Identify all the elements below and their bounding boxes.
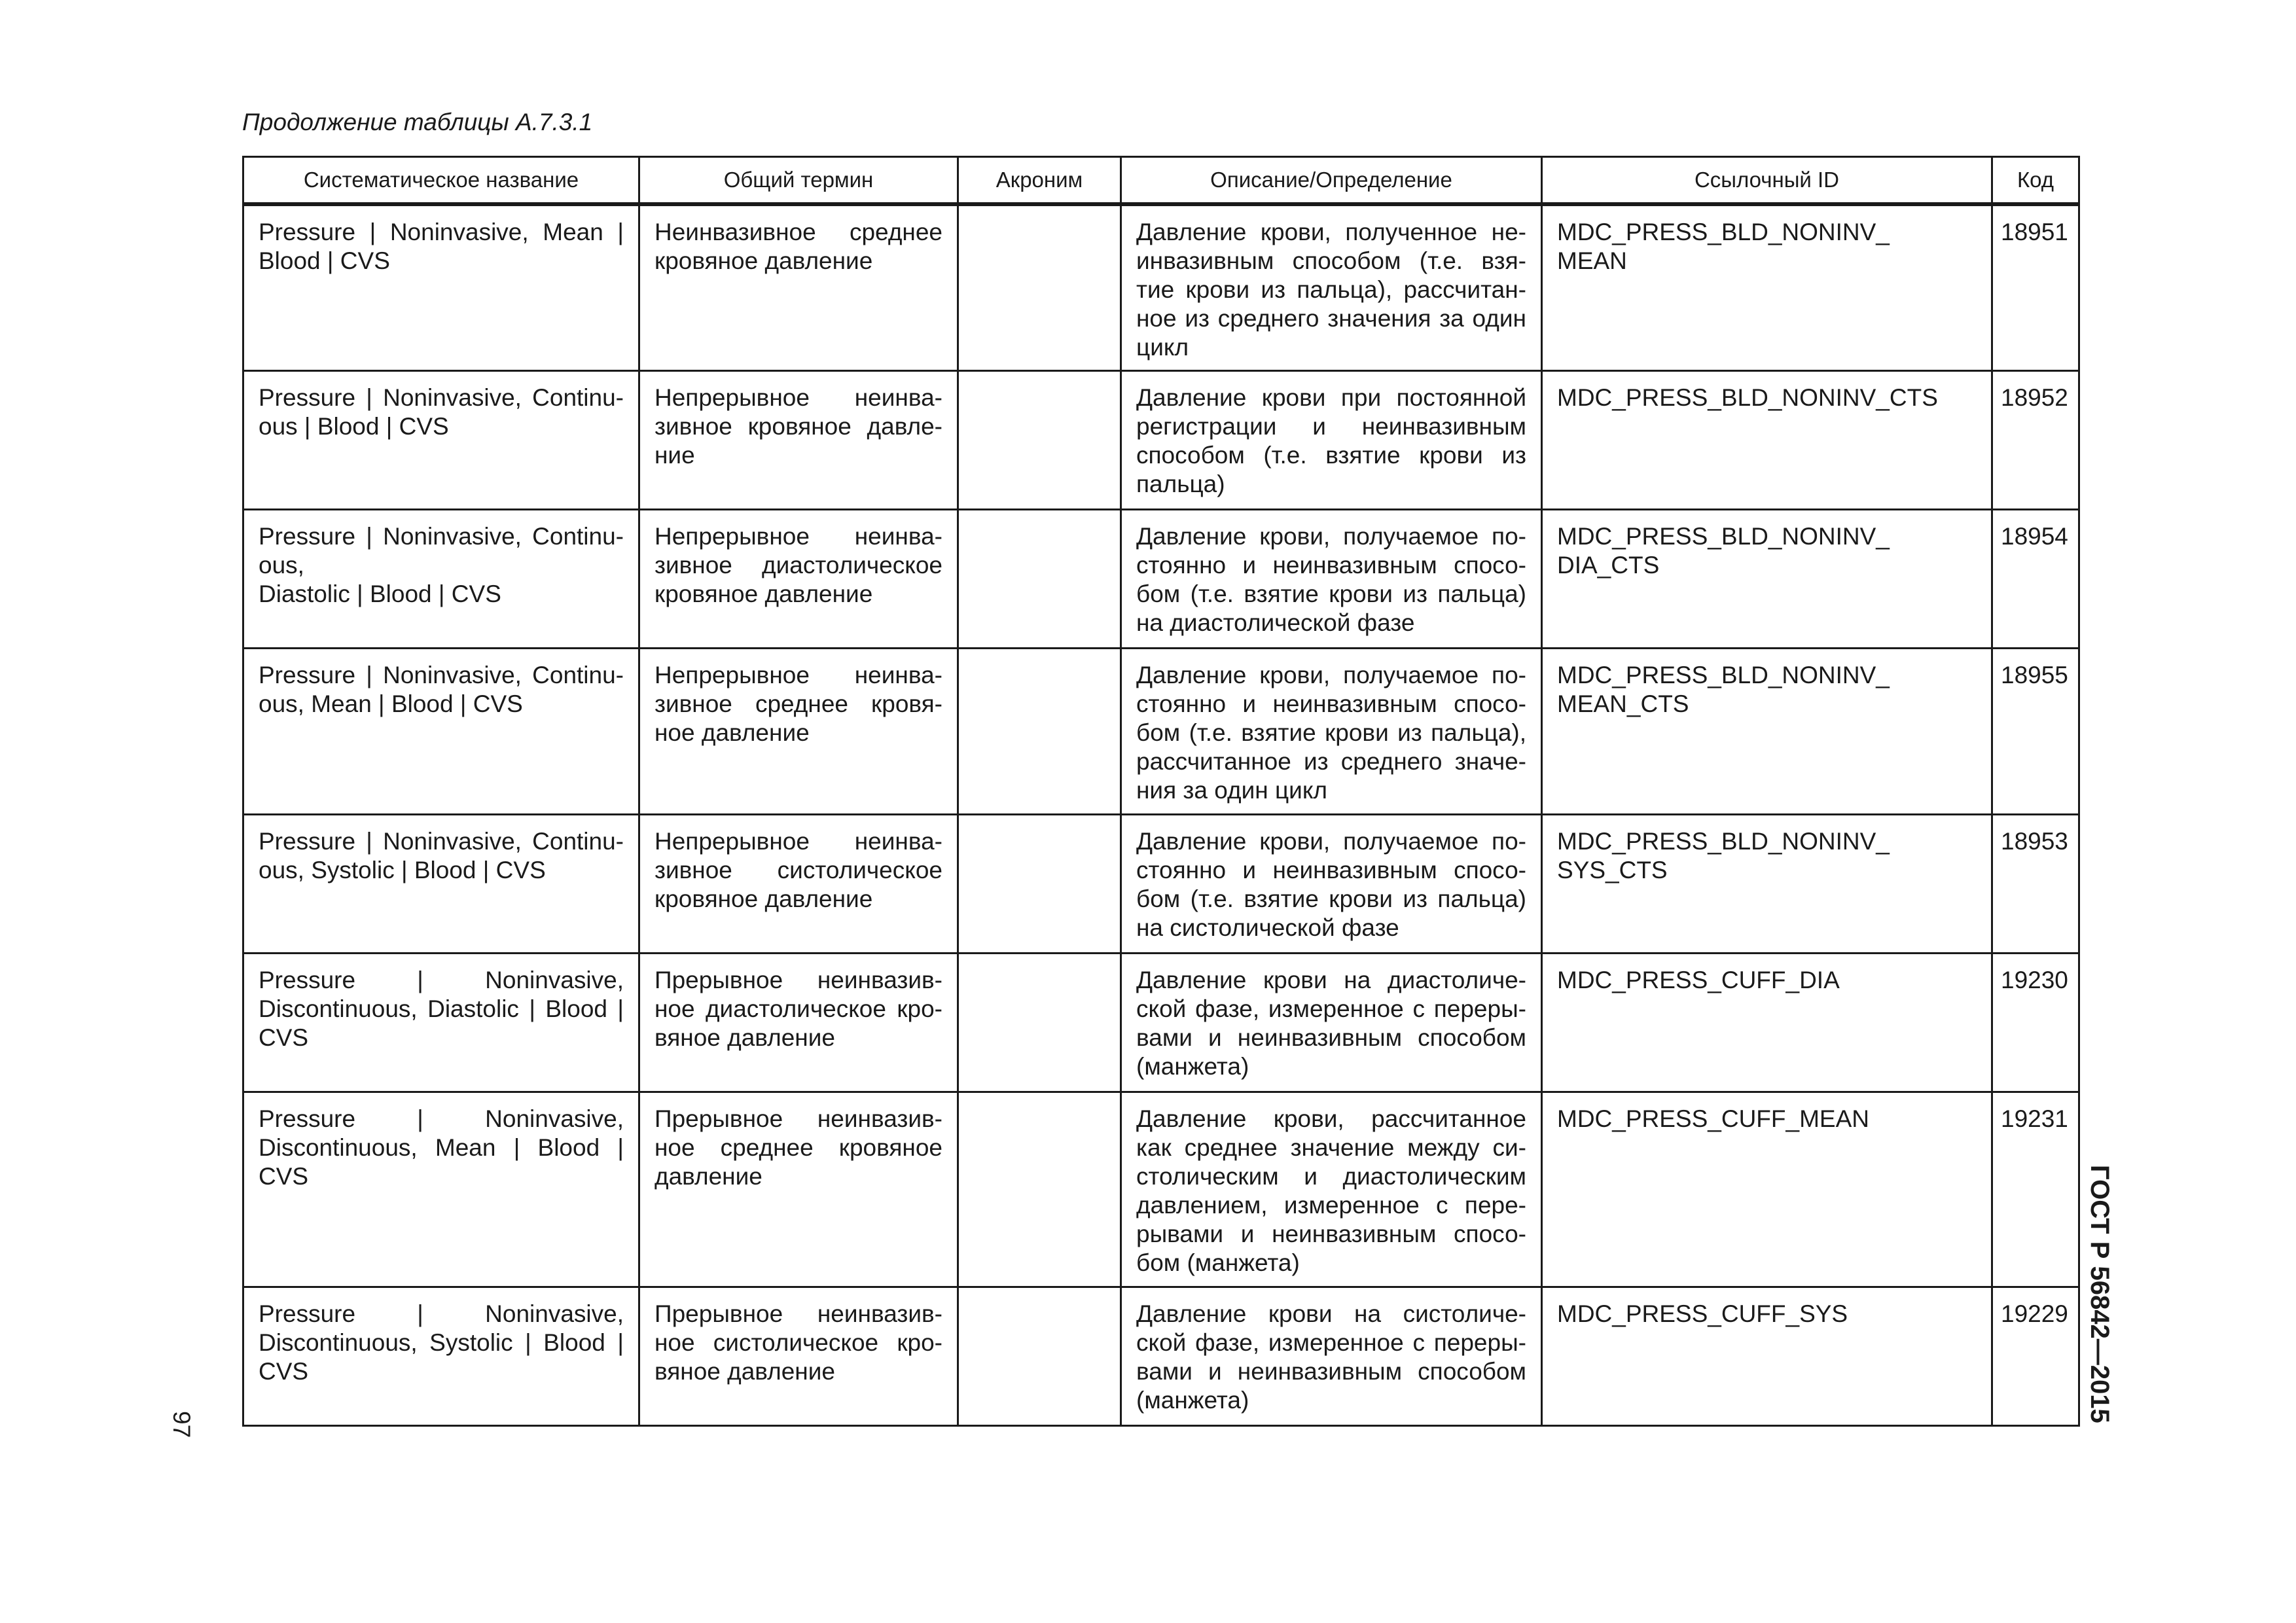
cell-systematic-name [243,648,639,814]
cell-line: бом (т.е. взятие крови из пальца) [1136,580,1526,607]
cell-common-term [639,370,958,509]
cell-common-term [639,953,958,1092]
cell-acronym [958,1092,1121,1287]
header-description: Описание/Определение [1121,157,1542,205]
document-standard-title: ГОСТ Р 56842—2015 [2085,1165,2114,1423]
cell-line: Непрерывное неинва- [655,383,942,411]
cell-code: 18954 [1992,509,2079,648]
cell-ref-id [1542,1092,1992,1287]
cell-line: кровяное давление [655,247,873,274]
cell-line: столическим и диастолическим [1136,1162,1526,1190]
cell-line: CVS [259,1357,309,1385]
cell-line: давление [655,1162,762,1190]
cell-line: Давление крови, получаемое по- [1136,522,1526,550]
cell-line: стоянно и неинвазивным спосо- [1136,856,1526,883]
cell-line: Pressure | Noninvasive, [259,1300,624,1327]
cell-line: тие крови из пальца), рассчитан- [1136,276,1526,303]
table-row [243,509,2079,648]
cell-systematic-name [243,204,639,370]
cell-line: зивное систолическое [655,856,942,883]
cell-line: Discontinuous, Diastolic | Blood | [259,995,624,1022]
cell-line: способом (т.е. взятие крови из [1136,441,1526,469]
cell-line: вами и неинвазивным способом [1136,1357,1526,1385]
cell-ref-id [1542,953,1992,1092]
cell-line: Непрерывное неинва- [655,661,942,688]
cell-line: CVS [259,1024,309,1051]
cell-line: вяное давление [655,1357,835,1385]
header-code: Код [1992,157,2079,205]
cell-line: CVS [259,1162,309,1190]
cell-systematic-name [243,814,639,953]
cell-line: кровяное давление [655,580,873,607]
cell-line: SYS_CTS [1557,856,1668,883]
cell-line: цикл [1136,334,1189,361]
cell-code: 19230 [1992,953,2079,1092]
table-caption: Продолжение таблицы А.7.3.1 [242,109,593,135]
cell-description [1121,509,1542,648]
cell-acronym [958,814,1121,953]
header-common-term: Общий термин [639,157,958,205]
cell-description [1121,204,1542,370]
cell-line: давлением, измеренное с пере- [1136,1191,1526,1219]
cell-line: ous | Blood | CVS [259,412,449,440]
table-row [243,1287,2079,1425]
cell-line: Непрерывное неинва- [655,827,942,855]
cell-line: MDC_PRESS_BLD_NONINV_ [1557,522,1890,550]
cell-acronym [958,648,1121,814]
cell-line: MDC_PRESS_CUFF_SYS [1557,1300,1848,1327]
cell-ref-id [1542,370,1992,509]
cell-line: Давление крови, рассчитанное [1136,1105,1526,1132]
cell-line: пальца) [1136,470,1225,497]
cell-line: ное диастолическое кро- [655,995,942,1022]
cell-line: кровяное давление [655,885,873,912]
cell-line: ное давление [655,719,810,746]
cell-description [1121,648,1542,814]
table-body [243,204,2079,1425]
table-row [243,814,2079,953]
cell-line: MDC_PRESS_CUFF_DIA [1557,966,1840,993]
cell-line: Давление крови, получаемое по- [1136,661,1526,688]
cell-code: 19231 [1992,1092,2079,1287]
cell-line: Discontinuous, Systolic | Blood | [259,1329,624,1356]
cell-line: рывами и неинвазивным спосо- [1136,1220,1526,1247]
header-acronym: Акроним [958,157,1121,205]
cell-line: Pressure | Noninvasive, Mean | [259,219,624,245]
cell-line: MDC_PRESS_BLD_NONINV_ [1557,827,1890,855]
cell-systematic-name [243,1287,639,1425]
cell-line: ное из среднего значения за один [1136,305,1526,332]
cell-line: бом (т.е. взятие крови из пальца), [1136,719,1526,746]
cell-common-term [639,204,958,370]
cell-ref-id [1542,648,1992,814]
table-row [243,648,2079,814]
cell-line: Pressure | Noninvasive, Continu- [259,522,624,550]
cell-line: ous, Mean | Blood | CVS [259,690,523,717]
cell-line: Давление крови, получаемое по- [1136,827,1526,855]
cell-description [1121,1287,1542,1425]
cell-code: 18955 [1992,648,2079,814]
cell-line: MDC_PRESS_BLD_NONINV_ [1557,661,1890,688]
cell-common-term [639,1287,958,1425]
cell-line: ous, Systolic | Blood | CVS [259,856,546,883]
cell-line: ное среднее кровяное [655,1133,942,1161]
cell-line: на систолической фазе [1136,914,1399,941]
cell-line: как среднее значение между си- [1136,1133,1526,1161]
cell-line: MDC_PRESS_CUFF_MEAN [1557,1105,1869,1132]
table-row [243,1092,2079,1287]
cell-description [1121,953,1542,1092]
cell-line: ской фазе, измеренное с переры- [1136,995,1526,1022]
cell-line: рассчитанное из среднего значе- [1136,747,1526,775]
cell-line: бом (т.е. взятие крови из пальца) [1136,885,1526,912]
cell-line: ние [655,441,695,469]
header-systematic-name: Систематическое название [243,157,639,205]
cell-code: 18953 [1992,814,2079,953]
cell-line: Discontinuous, Mean | Blood | [259,1133,624,1161]
cell-line: Неинвазивное среднее [655,219,942,245]
header-ref-id: Ссылочный ID [1542,157,1992,205]
cell-systematic-name [243,509,639,648]
cell-acronym [958,1287,1121,1425]
cell-common-term [639,1092,958,1287]
page-number: 97 [168,1411,195,1438]
cell-common-term [639,509,958,648]
cell-line: Pressure | Noninvasive, [259,1105,624,1132]
cell-description [1121,1092,1542,1287]
cell-line: стоянно и неинвазивным спосо- [1136,690,1526,717]
cell-line: Прерывное неинвазив- [655,966,942,993]
cell-line: MDC_PRESS_BLD_NONINV_CTS [1557,383,1938,411]
cell-line: Pressure | Noninvasive, Continu- [259,827,624,855]
cell-line: Прерывное неинвазив- [655,1105,942,1132]
cell-line: MEAN [1557,247,1627,274]
cell-line: MEAN_CTS [1557,690,1689,717]
table-row [243,204,2079,370]
cell-line: стоянно и неинвазивным спосо- [1136,551,1526,579]
table-header-row [243,157,2079,205]
cell-description [1121,370,1542,509]
cell-line: Непрерывное неинва- [655,522,942,550]
cell-line: Diastolic | Blood | CVS [259,580,501,607]
cell-acronym [958,204,1121,370]
cell-line: Pressure | Noninvasive, Continu- [259,661,624,688]
table-row [243,370,2079,509]
cell-line: Давление крови, полученное не- [1136,219,1526,245]
cell-line: ous, [259,551,304,579]
cell-line: зивное диастолическое [655,551,942,579]
cell-line: ное систолическое кро- [655,1329,942,1356]
cell-line: зивное кровяное давле- [655,412,942,440]
cell-code: 19229 [1992,1287,2079,1425]
table-row [243,953,2079,1092]
cell-systematic-name [243,1092,639,1287]
cell-acronym [958,953,1121,1092]
cell-code: 18952 [1992,370,2079,509]
cell-code: 18951 [1992,204,2079,370]
cell-line: регистрации и неинвазивным [1136,412,1526,440]
cell-systematic-name [243,370,639,509]
cell-line: Давление крови на диастоличе- [1136,966,1526,993]
cell-line: вами и неинвазивным способом [1136,1024,1526,1051]
cell-common-term [639,814,958,953]
cell-description [1121,814,1542,953]
cell-line: (манжета) [1136,1386,1249,1414]
cell-ref-id [1542,509,1992,648]
cell-ref-id [1542,814,1992,953]
cell-line: зивное среднее кровя- [655,690,942,717]
cell-line: ской фазе, измеренное с переры- [1136,1329,1526,1356]
cell-line: DIA_CTS [1557,551,1660,579]
cell-line: Pressure | Noninvasive, [259,966,624,993]
cell-ref-id [1542,1287,1992,1425]
cell-line: Pressure | Noninvasive, Continu- [259,383,624,411]
cell-line: Прерывное неинвазив- [655,1300,942,1327]
cell-line: Давление крови на систоличе- [1136,1300,1526,1327]
terms-table [242,156,2080,1427]
cell-common-term [639,648,958,814]
cell-line: на диастолической фазе [1136,609,1415,636]
cell-line: Давление крови при постоянной [1136,383,1526,411]
cell-line: (манжета) [1136,1052,1249,1080]
cell-line: ния за один цикл [1136,776,1328,804]
cell-acronym [958,370,1121,509]
cell-line: инвазивным способом (т.е. взя- [1136,247,1526,274]
cell-acronym [958,509,1121,648]
cell-systematic-name [243,953,639,1092]
cell-line: бом (манжета) [1136,1249,1300,1276]
cell-line: вяное давление [655,1024,835,1051]
cell-ref-id [1542,204,1992,370]
cell-line: Blood | CVS [259,247,390,274]
cell-line: MDC_PRESS_BLD_NONINV_ [1557,219,1890,245]
